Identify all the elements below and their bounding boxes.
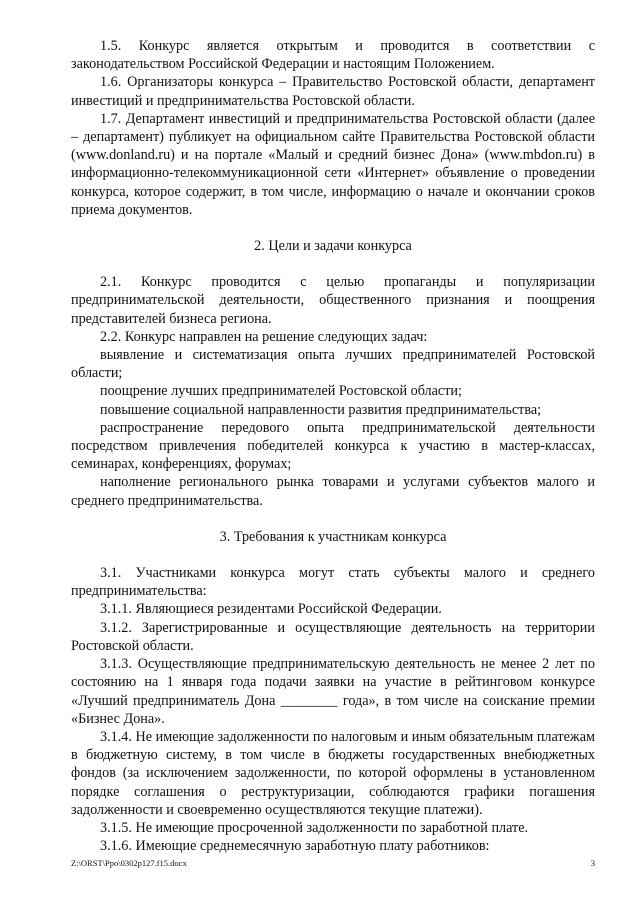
paragraph-1-5: 1.5. Конкурс является открытым и проводится в соответствии с законодательством Российской Федерации и настоящим Положением.	[71, 38, 595, 73]
paragraph-3-1-2: 3.1.2. Зарегистрированные и осуществляющие деятельность на территории Ростовской области.	[71, 619, 595, 654]
file-path: Z:\ORST\Ppo\0302p127.f15.docx	[71, 858, 187, 868]
paragraph-3-1-6: 3.1.6. Имеющие среднемесячную заработную плату работников:	[100, 838, 490, 855]
task-item: выявление и систематизация опыта лучших предпринимателей Ростовской области;	[71, 347, 595, 382]
section-2-heading: 2. Цели и задачи конкурса	[254, 238, 412, 255]
paragraph-1-6: 1.6. Организаторы конкурса – Правительство Ростовской области, департамент инвестиций и предпринимательства Ростовской области.	[71, 74, 595, 109]
paragraph-3-1-4: 3.1.4. Не имеющие задолженности по налоговым и иным обязательным платежам в бюджетную систему, в том числе в бюджеты государственных внебюджетных фондов (за исключением задолженности, по которой оформлены в установленном порядке соглашения о реструктуризации, соблюдаются графики погашения задолженности и своевременно осуществляются текущие платежи).	[71, 728, 595, 818]
paragraph-1-7: 1.7. Департамент инвестиций и предпринимательства Ростовской области (далее – департамент) публикует на официальном сайте Правительства Ростовской области (www.donland.ru) и на портале «Малый и средний бизнес Дона» (www.mbdon.ru) в информационно-телекоммуникационной сети «Интернет» объявление о проведении конкурса, которое содержит, в том числе, информацию о начале и окончании сроков приема документов.	[71, 110, 595, 218]
paragraph-2-2: 2.2. Конкурс направлен на решение следующих задач:	[100, 328, 428, 345]
paragraph-3-1-1: 3.1.1. Являющиеся резидентами Российской Федерации.	[100, 601, 442, 618]
paragraph-3-1: 3.1. Участниками конкурса могут стать субъекты малого и среднего предпринимательства:	[71, 565, 595, 600]
task-item: наполнение регионального рынка товарами и услугами субъектов малого и среднего предпринимательства.	[71, 474, 595, 509]
paragraph-3-1-5: 3.1.5. Не имеющие просроченной задолженности по заработной плате.	[100, 819, 529, 836]
task-item: повышение социальной направленности развития предпринимательства;	[100, 401, 542, 418]
page-number: 3	[590, 858, 595, 868]
page-footer	[71, 858, 595, 868]
paragraph-3-1-3: 3.1.3. Осуществляющие предпринимательскую деятельность не менее 2 лет по состоянию на 1 января года подачи заявки на участие в рейтинговом конкурсе «Лучший предприниматель Дона ________ года», в том числе на соискание премии «Бизнес Дона».	[71, 656, 595, 727]
task-item: распространение передового опыта предпринимательской деятельности посредством привлечения победителей конкурса к участию в мастер-классах, семинарах, конференциях, форумах;	[71, 419, 595, 473]
task-item: поощрение лучших предпринимателей Ростовской области;	[100, 383, 462, 400]
paragraph-2-1: 2.1. Конкурс проводится с целью пропаганды и популяризации предпринимательской деятельности, общественного признания и поощрения представителей бизнеса региона.	[71, 274, 595, 327]
document-page	[71, 37, 595, 855]
section-3-heading: 3. Требования к участникам конкурса	[219, 528, 447, 545]
